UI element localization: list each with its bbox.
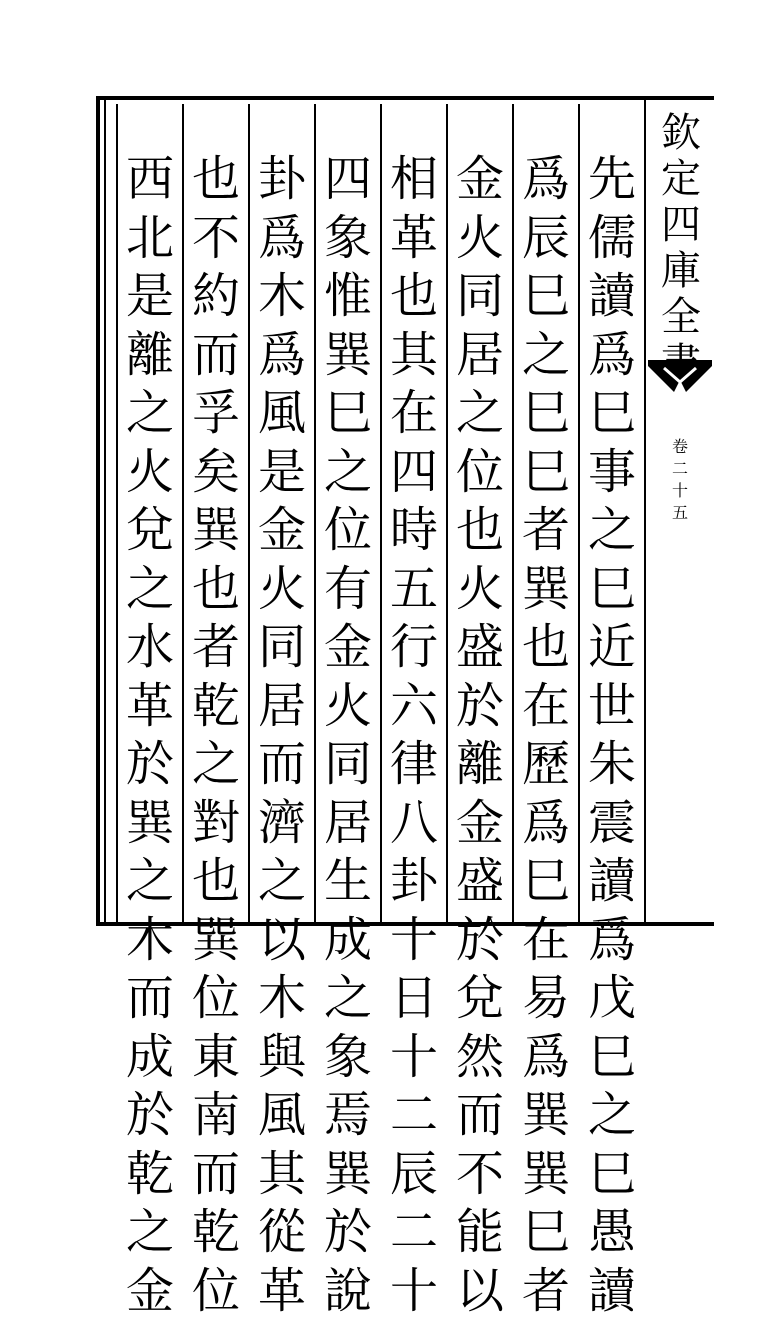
book-title: 欽定四庫全	[661, 110, 701, 340]
text-column-4	[380, 104, 446, 1319]
column-text: 卦爲木爲風是金火同居而濟之以木與風其從革	[257, 151, 306, 1319]
column-text: 爲辰巳之巳巳者巽也在歷爲巳在易爲巽巽巳者	[521, 151, 570, 1319]
column-text: 相革也其在四時五行六律八卦十日十二辰二十	[389, 151, 438, 1319]
text-column-6	[248, 104, 314, 1319]
text-column-5	[314, 104, 380, 1319]
column-text: 金火同居之位也火盛於離金盛於兌然而不能以	[455, 151, 504, 1319]
inner-border-rule	[104, 100, 106, 922]
text-column-2	[512, 104, 578, 1319]
text-column-1	[578, 104, 644, 1319]
column-text: 先儒讀爲巳事之巳近世朱震讀爲戊巳之巳愚讀	[587, 151, 636, 1319]
text-column-3	[446, 104, 512, 1319]
text-column-8	[116, 104, 182, 1319]
fish-tail-mark-icon	[646, 356, 714, 396]
text-column-7	[182, 104, 248, 1319]
column-text: 也不約而孚矣巽也者乾之對也巽位東南而乾位	[191, 151, 240, 1319]
margin-title-column	[644, 96, 714, 926]
column-text: 西北是離之火兌之水革於巽之木而成於乾之金	[125, 151, 174, 1319]
column-text: 四象惟巽巳之位有金火同居生成之象焉巽於說	[323, 151, 372, 1319]
chapter-label: 卷二十五	[671, 437, 688, 522]
